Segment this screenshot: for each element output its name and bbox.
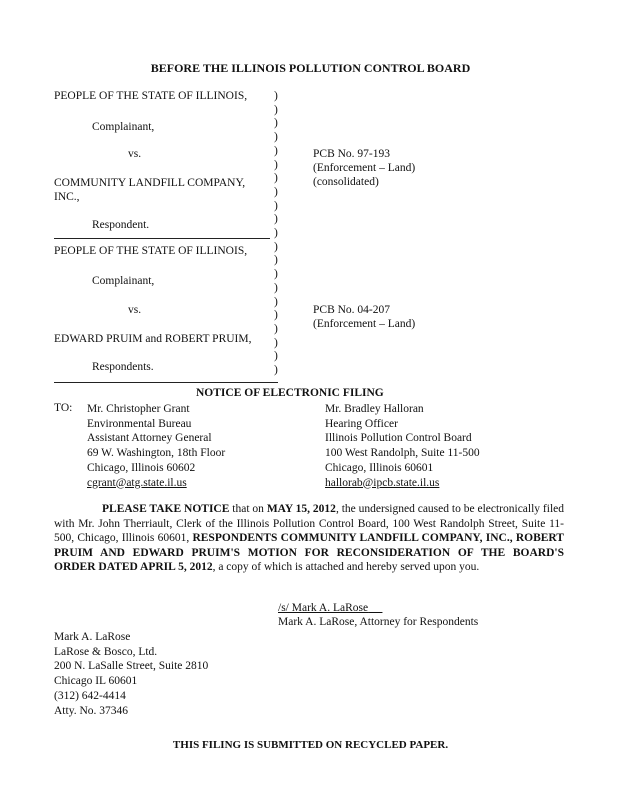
caption-paren: ) xyxy=(274,322,278,335)
body-part2: , the undersigned caused to be electronically filed with Mr. John Therriault, Clerk of the Illinois Pollution Control Board, 100 West Randolph Street, Suite 11-500, Chicago, Illinois 60601, xyxy=(54,503,564,545)
caption-paren: ) xyxy=(274,90,278,102)
caption-paren: ) xyxy=(274,350,278,363)
caption1-defendant-line1: COMMUNITY LANDFILL COMPANY, xyxy=(54,177,246,189)
caption-paren: ) xyxy=(274,364,278,376)
caption-paren: ) xyxy=(274,240,278,253)
firm-line6: Atty. No. 37346 xyxy=(54,704,129,717)
recipient2-email-link[interactable]: hallorab@ipcb.state.il.us xyxy=(325,476,440,489)
signature-line xyxy=(278,602,382,616)
notice-heading: NOTICE OF ELECTRONIC FILING xyxy=(196,387,384,399)
caption-paren: ) xyxy=(274,131,278,144)
firm-line2: LaRose & Bosco, Ltd. xyxy=(54,645,158,658)
caption-paren: ) xyxy=(274,281,278,294)
caption-paren: ) xyxy=(274,213,278,226)
recipient2-name: Mr. Bradley Halloran xyxy=(325,403,424,415)
recipient1-line2: Environmental Bureau xyxy=(87,417,192,430)
recipient1-line3: Assistant Attorney General xyxy=(87,432,212,445)
caption1-case-note: (consolidated) xyxy=(313,176,379,188)
caption1-divider xyxy=(54,238,270,239)
caption1-defendant-line2: INC., xyxy=(54,191,80,203)
caption1-vs: vs. xyxy=(128,148,142,160)
caption-paren: ) xyxy=(274,309,278,322)
caption-paren: ) xyxy=(274,103,278,116)
to-label: TO: xyxy=(54,402,73,414)
caption-paren: ) xyxy=(274,144,278,157)
firm-line5: (312) 642-4414 xyxy=(54,689,126,702)
caption2-case-type: (Enforcement – Land) xyxy=(313,318,416,330)
body-motion-title: RESPONDENTS COMMUNITY LANDFILL COMPANY, INC., ROBERT PRUIM AND EDWARD PRUIM'S MOTION FOR RECONSIDERATION OF THE BOARD'S ORDER DATED APRIL 5, 2012 xyxy=(54,532,564,574)
caption2-plaintiff-role: Complainant, xyxy=(92,275,155,287)
caption1-defendant-role: Respondent. xyxy=(92,219,150,231)
caption2-plaintiff: PEOPLE OF THE STATE OF ILLINOIS, xyxy=(54,245,248,257)
body-part1: that on xyxy=(229,503,267,515)
recipient1-block xyxy=(87,402,225,490)
page-title: BEFORE THE ILLINOIS POLLUTION CONTROL BOARD xyxy=(150,61,471,75)
recycled-paper-footer: THIS FILING IS SUBMITTED ON RECYCLED PAPER. xyxy=(172,739,449,751)
signature: /s/ Mark A. LaRose xyxy=(278,602,369,614)
caption2-defendant: EDWARD PRUIM and ROBERT PRUIM, xyxy=(54,333,252,345)
body-part3: , a copy of which is attached and hereby served upon you. xyxy=(212,561,480,574)
recipient1-name: Mr. Christopher Grant xyxy=(87,403,190,415)
recipient2-line2: Hearing Officer xyxy=(325,417,398,430)
recipient2-line5: Chicago, Illinois 60601 xyxy=(325,461,434,474)
body-date: MAY 15, 2012 xyxy=(266,503,336,515)
caption1-plaintiff: PEOPLE OF THE STATE OF ILLINOIS, xyxy=(54,90,248,102)
notice-body xyxy=(54,502,564,575)
caption2-defendant-role: Respondents. xyxy=(92,361,154,373)
firm-line3: 200 N. LaSalle Street, Suite 2810 xyxy=(54,660,209,673)
firm-block xyxy=(54,630,208,718)
caption-paren: ) xyxy=(274,199,278,212)
caption1-plaintiff-role: Complainant, xyxy=(92,121,155,133)
recipient1-line4: 69 W. Washington, 18th Floor xyxy=(87,447,226,460)
caption1-case-no: PCB No. 97-193 xyxy=(313,148,390,160)
caption1-case-type: (Enforcement – Land) xyxy=(313,162,416,174)
recipient2-line3: Illinois Pollution Control Board xyxy=(325,432,472,445)
recipient1-line5: Chicago, Illinois 60602 xyxy=(87,461,196,474)
caption-paren: ) xyxy=(274,172,278,185)
recipient2-line4: 100 West Randolph, Suite 11-500 xyxy=(325,447,480,460)
caption-paren: ) xyxy=(274,227,278,239)
firm-line1: Mark A. LaRose xyxy=(54,631,131,643)
recipient2-block xyxy=(325,402,480,490)
caption-paren: ) xyxy=(274,268,278,281)
caption2-vs: vs. xyxy=(128,304,142,316)
caption-paren: ) xyxy=(274,336,278,349)
caption2-divider xyxy=(54,382,278,383)
caption2-case-no: PCB No. 04-207 xyxy=(313,304,390,316)
caption-paren: ) xyxy=(274,117,278,130)
caption-paren: ) xyxy=(274,254,278,267)
caption-paren: ) xyxy=(274,158,278,171)
caption-paren: ) xyxy=(274,295,278,308)
firm-line4: Chicago IL 60601 xyxy=(54,675,138,688)
caption-paren: ) xyxy=(274,185,278,198)
body-lead: PLEASE TAKE NOTICE xyxy=(102,503,230,515)
signature-name: Mark A. LaRose, Attorney for Respondents xyxy=(278,616,479,628)
recipient1-email-link[interactable]: cgrant@atg.state.il.us xyxy=(87,476,187,489)
